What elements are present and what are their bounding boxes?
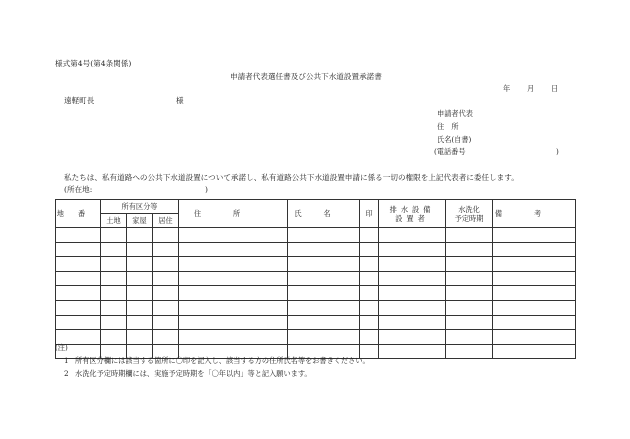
location-close: ) [205,185,208,194]
cell-name[interactable] [288,271,360,286]
cell-address[interactable] [179,271,288,286]
cell-land[interactable] [101,242,127,257]
cell-lot[interactable] [56,271,101,286]
cell-name[interactable] [288,257,360,272]
table-row [56,286,576,301]
cell-name[interactable] [288,286,360,301]
header-land: 土地 [101,214,127,228]
header-ownership: 所有区分等 [101,200,179,214]
header-seal: 印 [360,200,379,228]
cell-remarks[interactable] [493,271,576,286]
cell-remarks[interactable] [493,315,576,330]
form-number: 様式第4号(第4条関係) [55,59,132,68]
cell-name[interactable] [288,242,360,257]
cell-house[interactable] [127,271,153,286]
cell-residence[interactable] [153,271,179,286]
consent-table [55,199,576,359]
cell-residence[interactable] [153,242,179,257]
document-title: 申請者代表選任書及び公共下水道設置承諾書 [230,72,382,81]
cell-land[interactable] [101,300,127,315]
cell-drain[interactable] [379,228,446,243]
cell-land[interactable] [101,228,127,243]
header-drain-installer: 排水設備 設置者 [379,200,446,228]
cell-lot[interactable] [56,257,101,272]
cell-house[interactable] [127,228,153,243]
cell-flush[interactable] [446,228,493,243]
cell-drain[interactable] [379,286,446,301]
header-name: 氏名 [288,200,360,228]
cell-house[interactable] [127,330,153,345]
applicant-name: 氏名(自書) [437,135,472,144]
cell-flush[interactable] [446,344,493,359]
date-year: 年 [503,84,511,93]
cell-remarks[interactable] [493,344,576,359]
cell-house[interactable] [127,242,153,257]
table-row [56,330,576,345]
note-2-number: 2 [64,369,69,378]
table-row [56,228,576,243]
cell-address[interactable] [179,286,288,301]
cell-remarks[interactable] [493,286,576,301]
cell-residence[interactable] [153,257,179,272]
cell-flush[interactable] [446,271,493,286]
cell-address[interactable] [179,257,288,272]
table-row [56,271,576,286]
cell-land[interactable] [101,271,127,286]
delegation-statement: 私たちは、私有道路への公共下水道設置について承諾し、私有道路公共下水道設置申請に係る一切の権限を上記代表者に委任します。 [64,173,519,182]
location-label: (所在地: [64,185,93,194]
cell-lot[interactable] [56,315,101,330]
table-row [56,257,576,272]
header-lot: 地番 [56,200,101,228]
cell-address[interactable] [179,242,288,257]
cell-drain[interactable] [379,315,446,330]
cell-house[interactable] [127,315,153,330]
cell-seal[interactable] [360,330,379,345]
applicant-phone: (電話番号 [434,147,466,156]
note-1-number: 1 [64,356,69,365]
cell-address[interactable] [179,300,288,315]
cell-land[interactable] [101,315,127,330]
cell-remarks[interactable] [493,242,576,257]
cell-lot[interactable] [56,286,101,301]
date-month: 月 [527,84,535,93]
cell-drain[interactable] [379,330,446,345]
cell-lot[interactable] [56,228,101,243]
table-row [56,315,576,330]
cell-name[interactable] [288,228,360,243]
cell-lot[interactable] [56,242,101,257]
cell-flush[interactable] [446,242,493,257]
cell-residence[interactable] [153,300,179,315]
cell-flush[interactable] [446,300,493,315]
cell-drain[interactable] [379,242,446,257]
cell-flush[interactable] [446,286,493,301]
applicant-representative: 申請者代表 [437,109,473,118]
cell-name[interactable] [288,300,360,315]
header-residence: 居住 [153,214,179,228]
cell-seal[interactable] [360,300,379,315]
cell-drain[interactable] [379,344,446,359]
cell-seal[interactable] [360,228,379,243]
cell-remarks[interactable] [493,228,576,243]
header-flush-schedule: 水洗化 予定時期 [446,200,493,228]
cell-land[interactable] [101,286,127,301]
notes-heading: (注) [55,343,68,352]
cell-house[interactable] [127,300,153,315]
cell-house[interactable] [127,286,153,301]
cell-remarks[interactable] [493,330,576,345]
cell-flush[interactable] [446,257,493,272]
cell-residence[interactable] [153,330,179,345]
cell-drain[interactable] [379,300,446,315]
applicant-phone-close: ) [556,147,559,156]
header-house: 家屋 [127,214,153,228]
cell-seal[interactable] [360,286,379,301]
table-row [56,300,576,315]
table-row [56,242,576,257]
header-address: 住所 [179,200,288,228]
cell-residence[interactable] [153,315,179,330]
header-remarks: 備考 [493,200,576,228]
cell-address[interactable] [179,228,288,243]
cell-remarks[interactable] [493,257,576,272]
cell-name[interactable] [288,330,360,345]
cell-name[interactable] [288,315,360,330]
cell-seal[interactable] [360,242,379,257]
note-1-text: 所有区分欄には該当する箇所に〇印を記入し、該当する方の住所氏名等をお書きください。 [75,356,370,365]
cell-address[interactable] [179,315,288,330]
addressee-mayor: 遠軽町長 [64,96,95,105]
cell-drain[interactable] [379,257,446,272]
cell-seal[interactable] [360,257,379,272]
cell-address[interactable] [179,330,288,345]
date-day: 日 [551,84,559,93]
applicant-address: 住 所 [437,122,459,131]
cell-drain[interactable] [379,271,446,286]
cell-seal[interactable] [360,271,379,286]
cell-house[interactable] [127,257,153,272]
cell-residence[interactable] [153,286,179,301]
cell-residence[interactable] [153,228,179,243]
cell-seal[interactable] [360,315,379,330]
table-body [56,228,576,359]
cell-flush[interactable] [446,315,493,330]
cell-land[interactable] [101,257,127,272]
addressee-honorific: 様 [176,96,184,105]
cell-remarks[interactable] [493,300,576,315]
cell-flush[interactable] [446,330,493,345]
note-2-text: 水洗化予定時期欄には、実施予定時期を「〇年以内」等と記入願います。 [75,369,312,378]
cell-land[interactable] [101,330,127,345]
cell-lot[interactable] [56,300,101,315]
